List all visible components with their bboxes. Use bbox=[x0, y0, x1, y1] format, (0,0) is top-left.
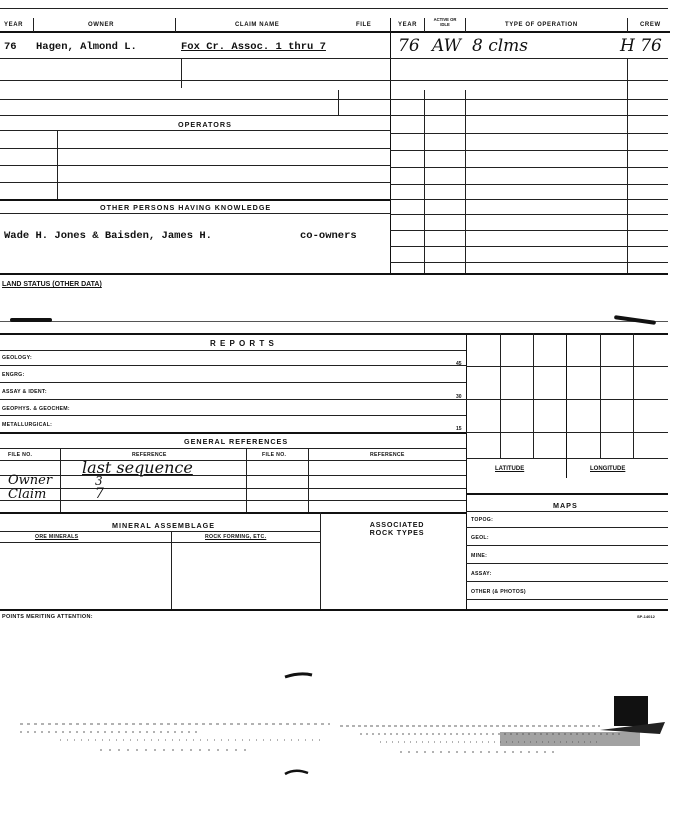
row-line bbox=[0, 213, 390, 214]
reports-heading: R E P O R T S bbox=[210, 339, 275, 348]
ore-minerals-label: ORE MINERALS bbox=[35, 534, 79, 540]
reports-geology-label: GEOLOGY: bbox=[2, 355, 32, 361]
scan-smudge bbox=[500, 732, 640, 746]
reports-assay-label: ASSAY & IDENT: bbox=[2, 389, 47, 395]
grid-line bbox=[466, 366, 668, 367]
associated-rock-types-heading: ASSOCIATED ROCK TYPES bbox=[369, 520, 425, 537]
row-line bbox=[0, 333, 668, 335]
header-year: YEAR bbox=[4, 22, 24, 28]
divider bbox=[320, 512, 321, 609]
row-line bbox=[0, 488, 466, 489]
gen-ref-handwritten-3: 3 bbox=[95, 474, 103, 488]
row-line bbox=[0, 165, 390, 166]
general-references-heading: GENERAL REFERENCES bbox=[184, 437, 289, 446]
row-line bbox=[466, 493, 668, 495]
record-claim-name: Fox Cr. Assoc. 1 thru 7 bbox=[181, 41, 326, 53]
maps-heading: MAPS bbox=[553, 501, 578, 510]
divider bbox=[181, 58, 182, 88]
row-line bbox=[0, 115, 390, 116]
divider bbox=[424, 18, 425, 32]
gen-ref-handwritten-owner: Owner bbox=[8, 473, 53, 488]
row-line bbox=[466, 581, 668, 582]
divider bbox=[465, 90, 466, 273]
gen-ref-reference-1: REFERENCE bbox=[132, 452, 167, 458]
reports-engrg-label: ENGRG: bbox=[2, 372, 25, 378]
latitude-label: LATITUDE bbox=[495, 466, 525, 472]
grid-line bbox=[566, 333, 567, 478]
gen-ref-reference-2: REFERENCE bbox=[370, 452, 405, 458]
other-persons-role: co-owners bbox=[300, 230, 357, 242]
row-line bbox=[0, 99, 390, 100]
record-active-idle: AW bbox=[432, 36, 462, 56]
record-op-year: 76 bbox=[398, 36, 420, 56]
redaction-mark bbox=[614, 315, 656, 325]
divider bbox=[175, 18, 176, 32]
divider bbox=[627, 18, 628, 32]
other-persons-heading: OTHER PERSONS HAVING KNOWLEDGE bbox=[100, 203, 272, 212]
row-line bbox=[0, 500, 466, 501]
row-line bbox=[0, 382, 466, 383]
maps-geol-label: GEOL: bbox=[471, 535, 489, 541]
scan-blot bbox=[614, 696, 648, 726]
divider bbox=[246, 448, 247, 512]
scale-number: 15 bbox=[456, 426, 462, 432]
gen-ref-handwritten-7: 7 bbox=[95, 486, 104, 502]
header-claim-name: CLAIM NAME bbox=[235, 22, 280, 28]
row-line bbox=[0, 448, 466, 449]
rock-forming-label: ROCK FORMING, ETC. bbox=[205, 534, 267, 540]
grid-line bbox=[466, 432, 668, 433]
operators-heading: OPERATORS bbox=[178, 120, 232, 129]
divider bbox=[465, 18, 466, 32]
top-rule bbox=[0, 8, 668, 9]
scale-number: 30 bbox=[456, 394, 462, 400]
map-section-divider bbox=[466, 333, 467, 609]
row-line bbox=[0, 199, 390, 201]
row-line bbox=[0, 130, 390, 131]
row-line bbox=[0, 415, 466, 416]
scan-mark bbox=[285, 771, 308, 774]
scale-number: 45 bbox=[456, 361, 462, 367]
header-crew: CREW bbox=[640, 22, 661, 28]
header-underline bbox=[0, 31, 670, 33]
form-number: SP-14012 bbox=[637, 614, 655, 619]
header-year-2: YEAR bbox=[398, 22, 418, 28]
row-line bbox=[0, 80, 390, 81]
row-line bbox=[0, 58, 390, 59]
grid-line bbox=[633, 333, 634, 458]
row-line bbox=[0, 432, 466, 434]
grid-line bbox=[466, 399, 668, 400]
divider bbox=[308, 448, 309, 512]
land-status-line bbox=[0, 321, 668, 322]
other-persons-names: Wade H. Jones & Baisden, James H. bbox=[4, 230, 212, 242]
grid-line bbox=[533, 333, 534, 458]
row-line bbox=[0, 182, 390, 183]
scan-mark bbox=[285, 674, 312, 677]
row-line bbox=[0, 542, 320, 543]
row-line bbox=[0, 365, 466, 366]
row-line bbox=[0, 531, 320, 532]
header-file: FILE bbox=[356, 22, 372, 28]
record-year: 76 bbox=[4, 41, 17, 53]
row-line bbox=[466, 563, 668, 564]
land-status-heading: LAND STATUS (OTHER DATA) bbox=[2, 281, 102, 288]
row-line bbox=[0, 399, 466, 400]
divider bbox=[57, 130, 58, 200]
divider bbox=[171, 531, 172, 609]
record-owner: Hagen, Almond L. bbox=[36, 41, 137, 53]
divider bbox=[60, 448, 61, 512]
grid-line bbox=[600, 333, 601, 458]
scan-noise bbox=[0, 660, 678, 800]
grid-line bbox=[500, 333, 501, 458]
row-line bbox=[0, 609, 668, 611]
reports-geophys-label: GEOPHYS. & GEOCHEM: bbox=[2, 406, 70, 412]
row-line bbox=[0, 475, 466, 476]
row-line bbox=[466, 511, 668, 512]
row-line bbox=[0, 350, 466, 351]
mineral-assemblage-heading: MINERAL ASSEMBLAGE bbox=[112, 521, 216, 530]
record-type-of-operation: 8 clms bbox=[472, 36, 529, 56]
maps-topog-label: TOPOG: bbox=[471, 517, 494, 523]
row-line bbox=[0, 273, 668, 275]
maps-other-label: OTHER (& PHOTOS) bbox=[471, 589, 526, 595]
divider bbox=[338, 90, 339, 115]
longitude-label: LONGITUDE bbox=[590, 466, 626, 472]
row-line bbox=[466, 599, 668, 600]
divider bbox=[33, 18, 34, 32]
maps-mine-label: MINE: bbox=[471, 553, 488, 559]
gen-ref-file-no-1: FILE NO. bbox=[8, 452, 33, 458]
divider bbox=[424, 90, 425, 273]
reports-metallurgical-label: METALLURGICAL: bbox=[2, 422, 53, 428]
divider bbox=[627, 58, 628, 273]
header-active-or-idle: ACTIVE OR IDLE bbox=[433, 17, 457, 27]
record-crew: H 76 bbox=[620, 36, 662, 56]
redaction-mark bbox=[10, 318, 52, 322]
gen-ref-file-no-2: FILE NO. bbox=[262, 452, 287, 458]
header-owner: OWNER bbox=[88, 22, 114, 28]
grid-line bbox=[466, 458, 668, 459]
gen-ref-handwritten-claim: Claim bbox=[8, 487, 47, 502]
main-vertical-divider bbox=[390, 18, 391, 273]
row-line bbox=[0, 148, 390, 149]
row-line bbox=[0, 512, 466, 514]
header-type-of-operation: TYPE OF OPERATION bbox=[505, 22, 578, 28]
row-line bbox=[466, 527, 668, 528]
row-line bbox=[0, 460, 466, 461]
row-line bbox=[466, 545, 668, 546]
maps-assay-label: ASSAY: bbox=[471, 571, 492, 577]
points-meriting-attention-label: POINTS MERITING ATTENTION: bbox=[2, 614, 93, 620]
gen-ref-handwritten-ref: last sequence bbox=[82, 458, 193, 477]
